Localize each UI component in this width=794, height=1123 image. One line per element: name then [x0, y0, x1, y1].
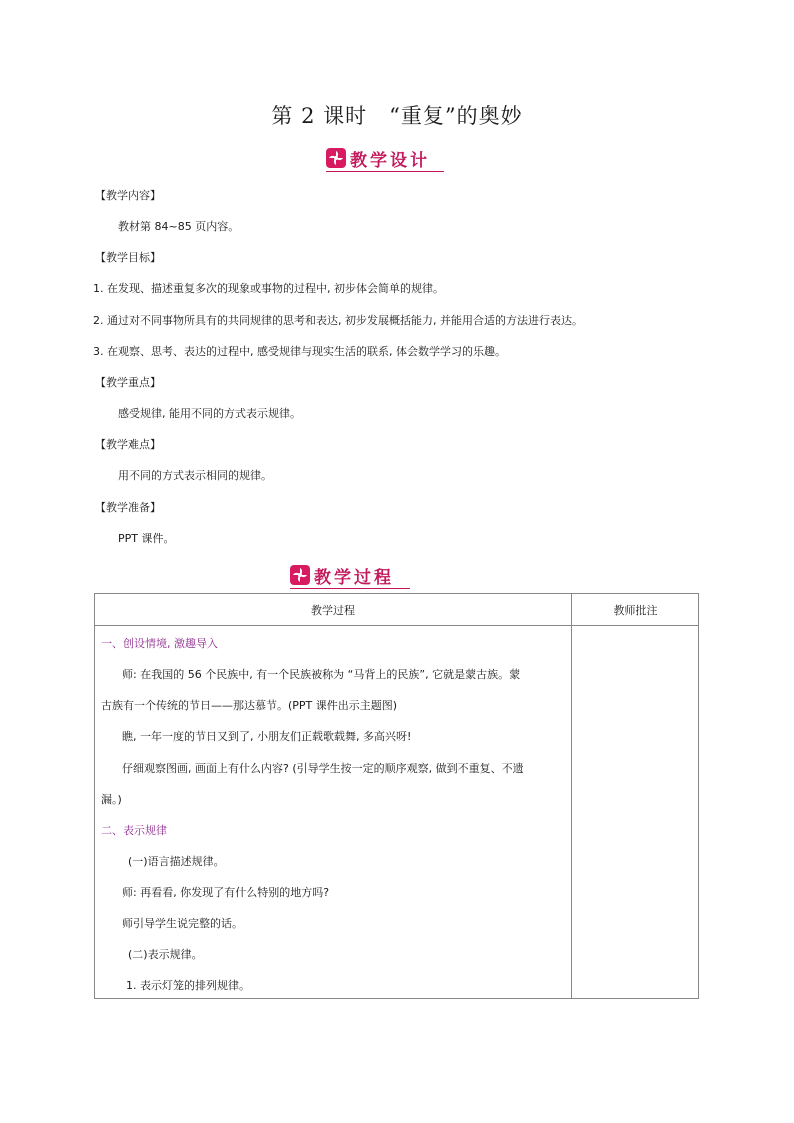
table-row: 师: 在我国的 56 个民族中, 有一个民族被称为 “马背上的民族”, 它就是蒙古族。蒙 [122, 668, 521, 681]
table-row: 仔细观察图画, 画面上有什么内容? (引导学生按一定的顺序观察, 做到不重复、不遗 [122, 762, 524, 775]
banner-label: 教学过程 [314, 567, 394, 588]
difficulty-heading: 【教学难点】 [95, 438, 161, 451]
header-divider [95, 625, 698, 626]
pinwheel-icon [326, 148, 346, 168]
table-row: 师: 再看看, 你发现了有什么特别的地方吗? [122, 886, 330, 899]
table-row: 瞧, 一年一度的节日又到了, 小朋友们正载歌载舞, 多高兴呀! [122, 730, 412, 743]
banner-underline [326, 171, 444, 172]
section-heading-rules: 二、表示规律 [101, 824, 167, 837]
column-header-notes: 教师批注 [613, 603, 658, 617]
key-points-text: 感受规律, 能用不同的方式表示规律。 [118, 407, 301, 420]
content-heading: 【教学内容】 [95, 189, 161, 202]
difficulty-text: 用不同的方式表示相同的规律。 [118, 469, 272, 482]
teaching-process-banner [290, 562, 410, 588]
banner-label: 教学设计 [350, 150, 430, 171]
teaching-design-banner [326, 145, 444, 171]
banner-underline [290, 588, 410, 589]
pinwheel-icon [290, 565, 310, 585]
goal-item: 1. 在发现、描述重复多次的现象或事物的过程中, 初步体会简单的规律。 [93, 282, 444, 295]
column-divider [571, 594, 572, 998]
preparation-heading: 【教学准备】 [95, 501, 161, 514]
section-heading-intro: 一、创设情境, 激趣导入 [101, 637, 218, 650]
column-header-process: 教学过程 [311, 603, 355, 617]
page-title: 第 2 课时 “重复”的奥妙 [271, 104, 523, 128]
table-row: 师引导学生说完整的话。 [122, 917, 243, 930]
content-text: 教材第 84~85 页内容。 [118, 220, 240, 233]
goal-item: 2. 通过对不同事物所具有的共同规律的思考和表达, 初步发展概括能力, 并能用合适的方法进行表达。 [93, 314, 583, 327]
table-row: 漏。) [101, 793, 122, 806]
table-row: 1. 表示灯笼的排列规律。 [126, 979, 250, 992]
preparation-text: PPT 课件。 [118, 532, 175, 545]
goals-heading: 【教学目标】 [95, 251, 161, 264]
table-row: (二)表示规律。 [128, 948, 203, 961]
goal-item: 3. 在观察、思考、表达的过程中, 感受规律与现实生活的联系, 体会数学学习的乐趣。 [93, 345, 506, 358]
key-points-heading: 【教学重点】 [95, 376, 161, 389]
process-table [94, 593, 699, 999]
table-row: 古族有一个传统的节日——那达慕节。(PPT 课件出示主题图) [101, 699, 398, 712]
table-row: (一)语言描述规律。 [128, 855, 225, 868]
